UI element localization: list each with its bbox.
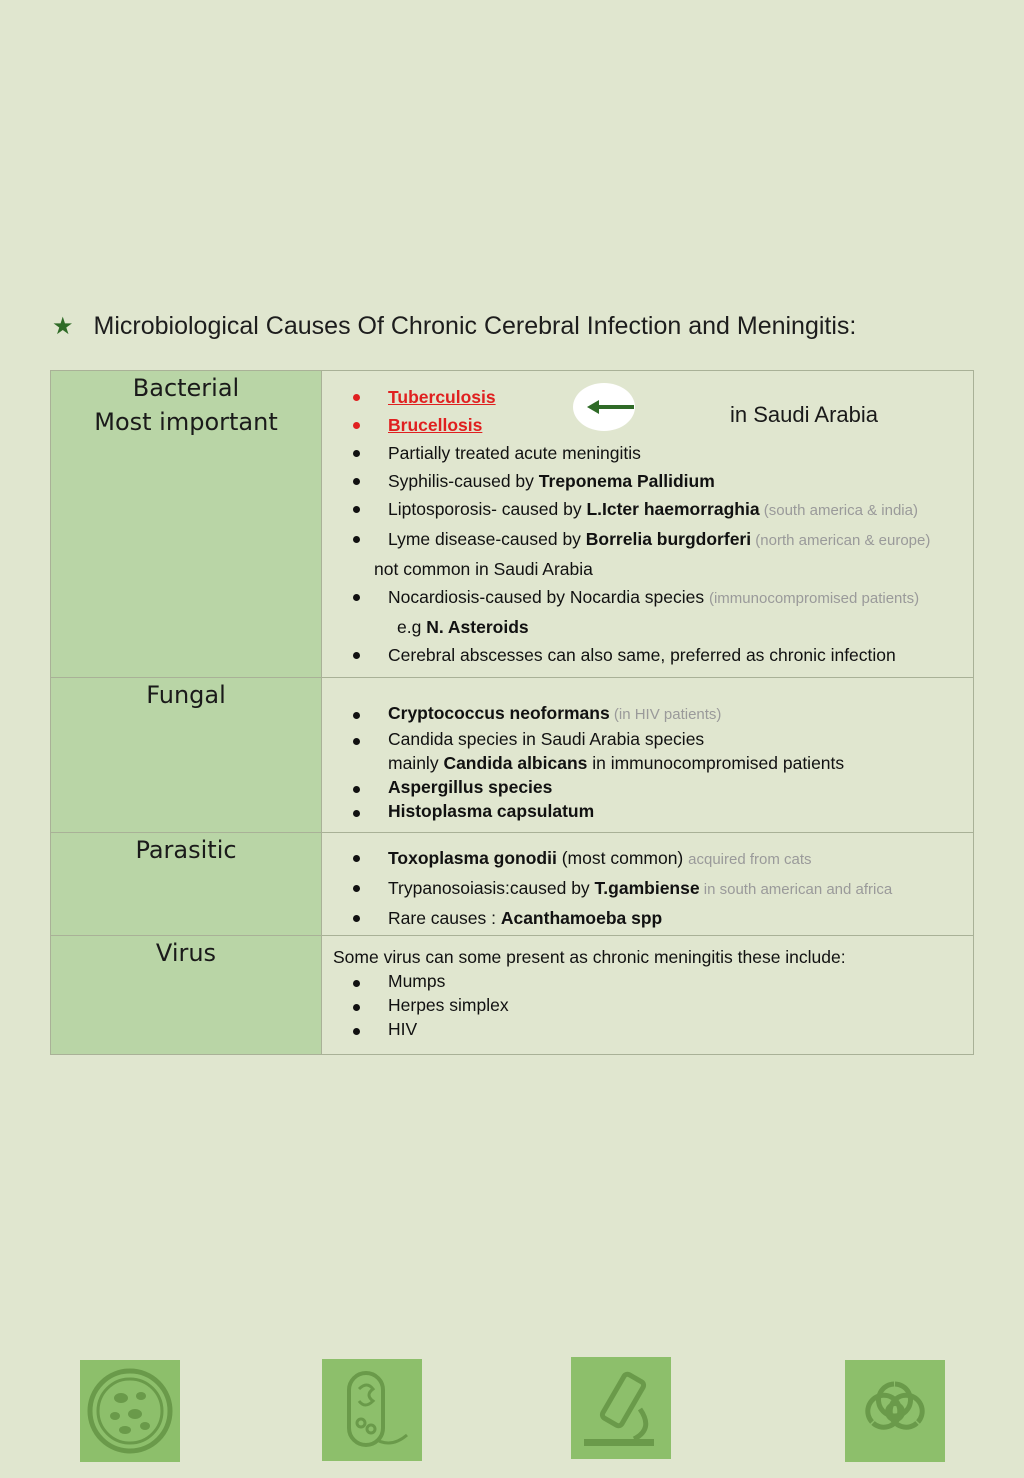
- left-arrow-icon: [587, 399, 635, 415]
- not-common-note: not common in Saudi Arabia: [374, 559, 593, 579]
- fungal-content: [322, 678, 974, 833]
- list-item: Liptosporosis- caused by L.Icter haemorraghia (south america & india): [322, 495, 973, 525]
- list-item: Aspergillus species: [322, 775, 973, 799]
- row-fungal: [51, 678, 974, 833]
- category-parasitic: Parasitic: [51, 833, 322, 936]
- star-icon: ★: [52, 313, 74, 340]
- row-virus: [51, 936, 974, 1055]
- category-bacterial: Bacterial Most important: [51, 371, 322, 678]
- heading-text: Microbiological Causes Of Chronic Cerebral Infection and Meningitis:: [93, 312, 857, 340]
- list-item: Mumps: [322, 969, 973, 993]
- example-line: e.g N. Asteroids: [397, 617, 529, 637]
- bacillus-icon: [322, 1359, 422, 1461]
- list-item: Candida species in Saudi Arabia species mainly Candida albicans in immunocompromised patients: [322, 727, 973, 775]
- category-fungal: Fungal: [51, 678, 322, 833]
- biohazard-icon: [845, 1360, 945, 1462]
- virus-intro: Some virus can some present as chronic meningitis these include:: [333, 947, 846, 967]
- list-item: Syphilis-caused by Treponema Pallidium: [322, 467, 973, 495]
- tuberculosis-link[interactable]: Tuberculosis: [388, 387, 496, 407]
- list-item: Nocardiosis-caused by Nocardia species (immunocompromised patients): [322, 583, 973, 613]
- list-item: Trypanosoiasis:caused by T.gambiense in south american and africa: [322, 874, 973, 904]
- parasitic-content: [322, 833, 974, 936]
- list-item: Herpes simplex: [322, 993, 973, 1017]
- microscope-icon: [571, 1357, 671, 1459]
- virus-content: [322, 936, 974, 1055]
- bacteria-cell-icon: [80, 1360, 180, 1462]
- row-parasitic: [51, 833, 974, 936]
- list-item: Toxoplasma gonodii (most common) acquired from cats: [322, 844, 973, 874]
- list-item: HIV: [322, 1017, 973, 1041]
- section-heading: [52, 312, 856, 341]
- arrow-bubble: [573, 383, 635, 431]
- causes-table: [50, 370, 974, 1055]
- brucellosis-link[interactable]: Brucellosis: [388, 415, 483, 435]
- list-item: Cryptococcus neoformans (in HIV patients): [322, 701, 973, 727]
- list-item: Histoplasma capsulatum: [322, 799, 973, 823]
- category-virus: Virus: [51, 936, 322, 1055]
- list-item: Cerebral abscesses can also same, preferred as chronic infection: [322, 641, 973, 669]
- list-item: Lyme disease-caused by Borrelia burgdorferi (north american & europe): [322, 525, 973, 555]
- list-item: Partially treated acute meningitis: [322, 439, 973, 467]
- list-item: Rare causes : Acanthamoeba spp: [322, 904, 973, 932]
- saudi-arabia-callout: in Saudi Arabia: [730, 402, 878, 427]
